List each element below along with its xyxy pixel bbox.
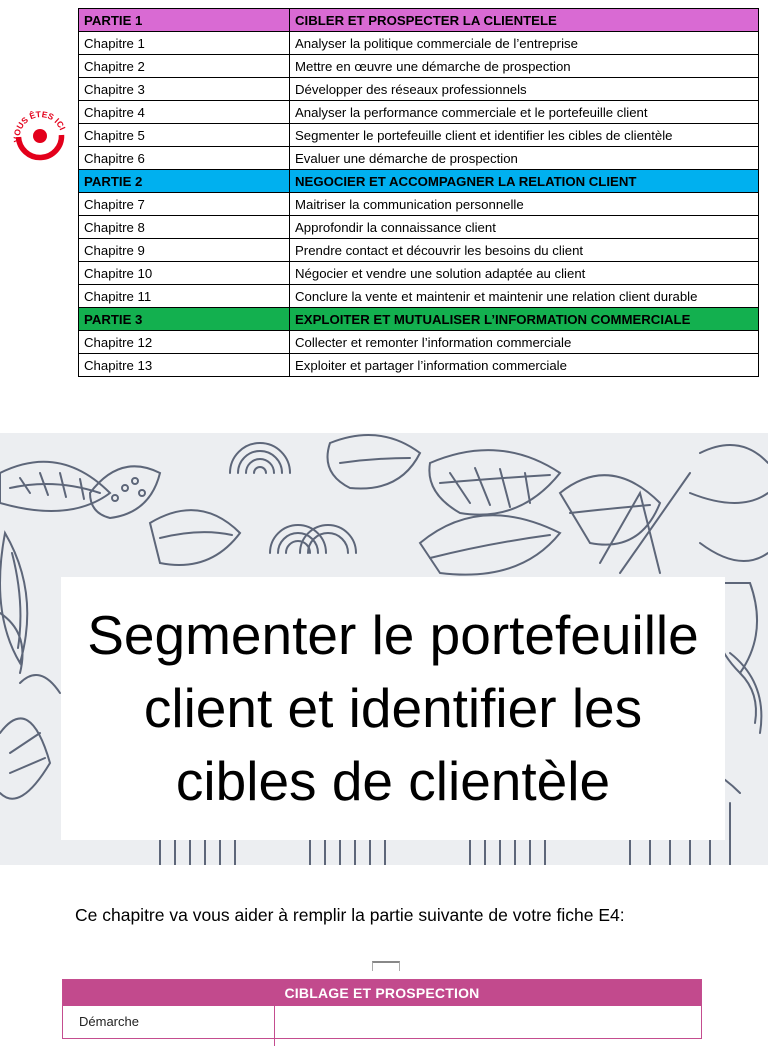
form-row-label: Démarche xyxy=(63,1006,275,1046)
table-row xyxy=(79,285,759,308)
chapter-title-cell: Exploiter et partager l’information commerciale xyxy=(290,354,759,377)
table-row xyxy=(79,331,759,354)
chapter-title-cell: Approfondir la connaissance client xyxy=(290,216,759,239)
table-row xyxy=(79,354,759,377)
part-title: EXPLOITER ET MUTUALISER L’INFORMATION COMMERCIALE xyxy=(290,308,759,331)
chapter-label: Chapitre 9 xyxy=(79,239,290,262)
chapter-label: Chapitre 11 xyxy=(79,285,290,308)
part-title: NEGOCIER ET ACCOMPAGNER LA RELATION CLIENT xyxy=(290,170,759,193)
part-title: CIBLER ET PROSPECTER LA CLIENTELE xyxy=(290,9,759,32)
table-row xyxy=(79,78,759,101)
chapter-label: Chapitre 7 xyxy=(79,193,290,216)
table-row xyxy=(79,55,759,78)
vous-etes-ici-logo xyxy=(10,106,70,166)
form-fragment xyxy=(372,961,400,971)
chapter-label: Chapitre 5 xyxy=(79,124,290,147)
chapter-label: Chapitre 10 xyxy=(79,262,290,285)
chapter-title-cell: Segmenter le portefeuille client et identifier les cibles de clientèle xyxy=(290,124,759,147)
table-row xyxy=(79,147,759,170)
table-row xyxy=(79,101,759,124)
chapter-label: Chapitre 4 xyxy=(79,101,290,124)
chapter-title-cell: Développer des réseaux professionnels xyxy=(290,78,759,101)
table-row xyxy=(79,262,759,285)
chapter-title: Segmenter le portefeuille client et identifier les cibles de clientèle xyxy=(87,603,699,813)
table-row xyxy=(79,193,759,216)
plan-table-body xyxy=(79,9,759,377)
chapter-title-cell: Conclure la vente et maintenir et maintenir une relation client durable xyxy=(290,285,759,308)
table-row xyxy=(79,32,759,55)
part-label: PARTIE 2 xyxy=(79,170,290,193)
table-row xyxy=(79,216,759,239)
chapter-label: Chapitre 3 xyxy=(79,78,290,101)
form-row xyxy=(63,1006,701,1046)
logo-text: VOUS ÊTES ICI xyxy=(11,109,68,143)
chapter-title-cell: Mettre en œuvre une démarche de prospection xyxy=(290,55,759,78)
chapter-label: Chapitre 1 xyxy=(79,32,290,55)
chapter-title-cell: Analyser la performance commerciale et le portefeuille client xyxy=(290,101,759,124)
form-header: CIBLAGE ET PROSPECTION xyxy=(63,980,701,1006)
chapter-title-cell: Négocier et vendre une solution adaptée au client xyxy=(290,262,759,285)
table-part-row xyxy=(79,170,759,193)
chapter-title-box xyxy=(61,577,725,840)
chapter-title-cell: Evaluer une démarche de prospection xyxy=(290,147,759,170)
chapter-label: Chapitre 12 xyxy=(79,331,290,354)
table-part-row xyxy=(79,9,759,32)
chapter-label: Chapitre 13 xyxy=(79,354,290,377)
chapter-label: Chapitre 2 xyxy=(79,55,290,78)
table-row xyxy=(79,239,759,262)
table-part-row xyxy=(79,308,759,331)
part-label: PARTIE 1 xyxy=(79,9,290,32)
part-label: PARTIE 3 xyxy=(79,308,290,331)
chapter-title-cell: Prendre contact et découvrir les besoins du client xyxy=(290,239,759,262)
chapter-label: Chapitre 6 xyxy=(79,147,290,170)
intro-text: Ce chapitre va vous aider à remplir la partie suivante de votre fiche E4: xyxy=(75,905,625,925)
e4-form xyxy=(62,979,702,1039)
table-row xyxy=(79,124,759,147)
chapter-title-cell: Maitriser la communication personnelle xyxy=(290,193,759,216)
chapter-label: Chapitre 8 xyxy=(79,216,290,239)
chapter-title-cell: Collecter et remonter l’information commerciale xyxy=(290,331,759,354)
form-row-value xyxy=(275,1006,701,1046)
plan-table xyxy=(78,8,759,377)
chapter-title-cell: Analyser la politique commerciale de l’entreprise xyxy=(290,32,759,55)
